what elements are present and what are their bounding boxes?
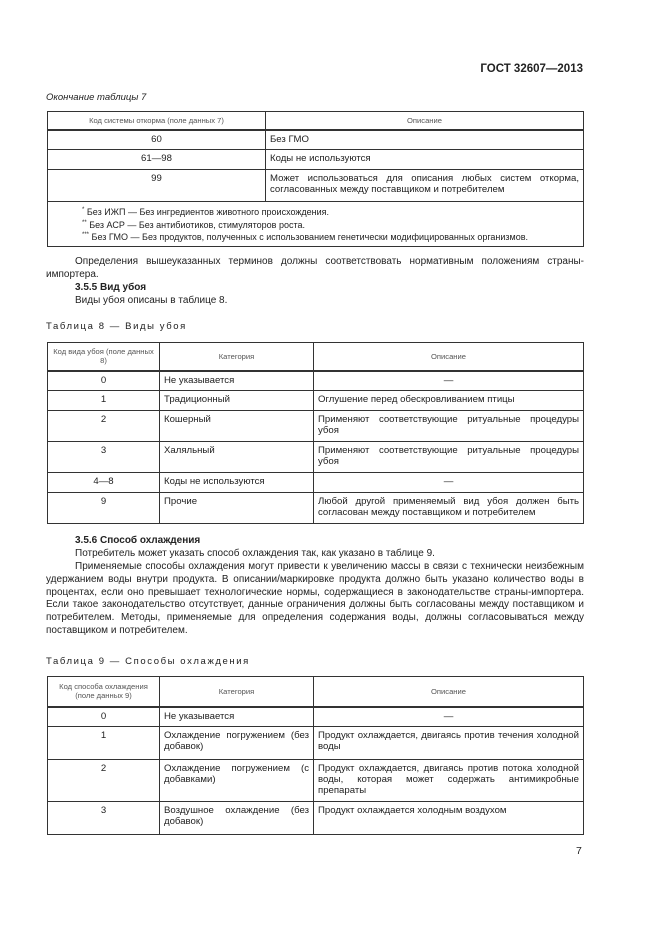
table7-caption: Окончание таблицы 7 [46,92,147,103]
col-header: Код вида убоя (поле данных 8) [48,343,160,371]
paragraph: Определения вышеуказанных терминов должны соответствовать нормативным положениям страны-импортера. [46,256,584,280]
table-row [48,493,584,524]
cell: 0 [48,371,160,391]
footnote [82,230,579,243]
cell: ** [82,219,87,226]
cell: Коды не используются [266,150,584,170]
cell: Продукт охлаждается холодным воздухом [314,802,584,835]
cell: — [314,371,584,391]
table8-caption: Таблица 8 — Виды убоя [46,321,187,332]
paragraph: Потребитель может указать способ охлаждения так, как указано в таблице 9. [75,548,435,559]
col-header: Описание [266,112,584,130]
table-row [48,371,584,391]
table-row [48,727,584,760]
cell: — [314,707,584,727]
table-row [48,442,584,473]
cell: 3 [48,442,160,473]
section-title: 3.5.5 Вид убоя [75,282,147,293]
cell: Не указывается [160,707,314,727]
cell: *** [82,232,90,238]
cell: 61—98 [48,150,266,170]
footnote [82,205,579,218]
cell: Халяльный [160,442,314,473]
cell: Применяют соответствующие ритуальные процедуры убоя [314,442,584,473]
cell: Может использоваться для описания любых систем откорма, согласованных между поставщиком и потребителем [266,170,584,202]
col-header: Описание [314,343,584,371]
cell: 3 [48,802,160,835]
col-header: Описание [314,677,584,707]
table-row [48,150,584,170]
paragraph: Виды убоя описаны в таблице 8. [75,295,228,306]
cell: Любой другой применяемый вид убоя должен быть согласован между поставщиком и потребителем [314,493,584,524]
cell: Без ГМО — Без продуктов, полученных с использованием генетически модифицированных организмов. [91,232,529,242]
footnotes-row [48,202,584,247]
table-row [48,391,584,411]
page-number: 7 [576,845,582,857]
col-header: Категория [160,677,314,707]
cell: Охлаждение погружением (с добавками) [160,760,314,802]
footnote [82,218,579,231]
cell: — [314,473,584,493]
table-8 [47,342,584,524]
cell: 2 [48,411,160,442]
cell: 1 [48,727,160,760]
cell: Применяют соответствующие ритуальные процедуры убоя [314,411,584,442]
cell: Традиционный [160,391,314,411]
cell: Не указывается [160,371,314,391]
cell: Без ГМО [266,130,584,150]
table-7 [47,111,584,247]
cell: 60 [48,130,266,150]
cell: 0 [48,707,160,727]
col-header: Категория [160,343,314,371]
table-row [48,760,584,802]
col-header: Код способа охлаждения (поле данных 9) [48,677,160,707]
table-row [48,170,584,202]
table-row [48,707,584,727]
cell: Прочие [160,493,314,524]
cell: 2 [48,760,160,802]
cell: 1 [48,391,160,411]
cell: Коды не используются [160,473,314,493]
cell: Без АСР — Без антибиотиков, стимуляторов роста. [89,219,305,230]
table-row [48,802,584,835]
cell: Кошерный [160,411,314,442]
document-header: ГОСТ 32607—2013 [480,63,583,75]
cell: Оглушение перед обескровливанием птицы [314,391,584,411]
paragraph: Применяемые способы охлаждения могут привести к увеличению массы в связи с технически неизбежным удержанием воды внутри продукта. В описании/маркировке продукта должно быть указано количество воды в процентах, если оно превышает технологические нормы, содержащиеся в законодательстве страны-импортера. Если такое законодательство отсутствует, данные ограничения должны быть согласованы между поставщиком и потребителем. Методы, применяемые для определения содержания воды, должны согласовываться между поставщиком и потребителем. [46,561,584,636]
cell: Воздушное охлаждение (без добавок) [160,802,314,835]
cell: Продукт охлаждается, двигаясь против потока холодной воды, которая может содержать антимикробные препараты [314,760,584,802]
cell: Без ИЖП — Без ингредиентов животного происхождения. [86,207,330,217]
table9-caption: Таблица 9 — Способы охлаждения [46,656,250,667]
cell: Охлаждение погружением (без добавок) [160,727,314,760]
table-row [48,411,584,442]
cell: Продукт охлаждается, двигаясь против течения холодной воды [314,727,584,760]
cell: * [82,207,85,213]
table-row [48,130,584,150]
cell: 4—8 [48,473,160,493]
section-title: 3.5.6 Способ охлаждения [75,535,201,546]
cell: 99 [48,170,266,202]
cell: 9 [48,493,160,524]
col-header: Код системы откорма (поле данных 7) [48,112,266,130]
table-row [48,473,584,493]
table-9 [47,676,584,835]
